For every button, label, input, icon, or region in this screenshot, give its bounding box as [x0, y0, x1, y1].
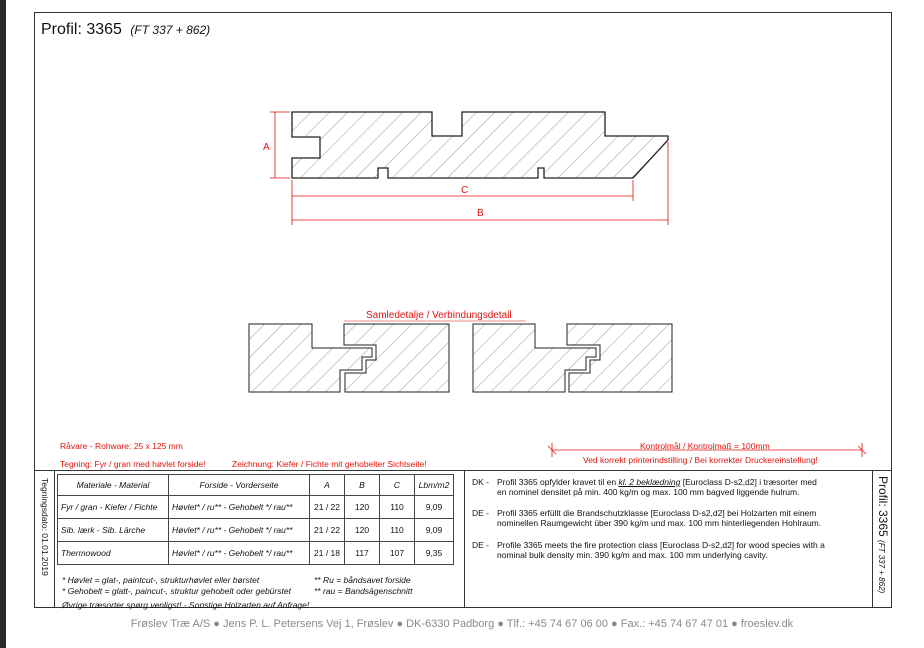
side-profile-label: Profil: 3365 (FT 337 + 862)	[876, 476, 890, 594]
dimension-a	[270, 112, 290, 178]
legend-line-1: * Høvlet = glat-, paintcut-, strukturhøvlet eller børstet	[62, 575, 260, 585]
cell: 21 / 22	[310, 496, 345, 519]
cell: 9,09	[415, 496, 454, 519]
cell: Høvlet* / ru** - Gehobelt */ rau**	[169, 542, 310, 565]
table-row	[58, 496, 454, 519]
profile-sub: (FT 337 + 862)	[130, 23, 211, 37]
legend-line-2b: ** rau = Bandsägenschnitt	[314, 586, 413, 596]
header-a: A	[310, 475, 345, 496]
profile-number: 3365	[86, 21, 122, 38]
cell: Høvlet* / ru** - Gehobelt */ rau**	[169, 496, 310, 519]
description-dk: DK - Profil 3365 opfylder kravet til en kl. 2 beklædning [Euroclass D-s2,d2] i træsorter med en nominel densitet på min. 400 kg/m og max. 100 mm bagved liggende hulrum.	[472, 477, 817, 497]
divider	[872, 470, 873, 608]
cell: 107	[380, 542, 415, 565]
dim-b-label: B	[477, 208, 484, 219]
table-row	[58, 542, 454, 565]
drawing-note-dk: Tegning: Fyr / gran med høvlet forside!	[60, 459, 206, 469]
header-lbm: Lbm/m2	[415, 475, 454, 496]
legend-line-1b: ** Ru = båndsavet forside	[314, 575, 411, 585]
cell: 110	[380, 519, 415, 542]
cell: 9,09	[415, 519, 454, 542]
header-front: Forside - Vorderseite	[169, 475, 310, 496]
table-header-row	[58, 475, 454, 496]
drawing-note-de: Zeichnung: Kiefer / Fichte mit gehobelter Sichtseite!	[232, 459, 427, 469]
raw-size-note: Råvare - Rohware: 25 x 125 mm	[60, 441, 183, 451]
desc-lang: DE -	[472, 540, 489, 550]
divider	[34, 470, 892, 471]
legend-line-2: * Gehobelt = glatt-, paincut-, struktur gehobelt oder gebürstet	[62, 586, 291, 596]
cell: 9,35	[415, 542, 454, 565]
divider	[54, 470, 55, 608]
control-measure-text: Kontrolmål / Kontrolmaß = 100mm	[640, 441, 770, 451]
header-b: B	[345, 475, 380, 496]
joint-title: Samledetalje / Verbindungsdetail	[366, 310, 512, 321]
cell: Fyr / gran - Kiefer / Fichte	[58, 496, 169, 519]
cell: 120	[345, 496, 380, 519]
header-material: Materiale - Material	[58, 475, 169, 496]
printer-note: Ved korrekt printerindstilling / Bei korrekter Druckereinstellung!	[583, 455, 818, 465]
cell: 120	[345, 519, 380, 542]
legend-line-3: Øvrige træsorter spørg venligst! - Sonstige Holzarten auf Anfrage!	[62, 600, 310, 610]
dim-c-label: C	[461, 185, 469, 196]
cell: 110	[380, 496, 415, 519]
drawing-date: Tegningsdato: 01.01.2019	[40, 478, 50, 576]
desc-lang: DE -	[472, 508, 489, 518]
description-de: DE - Profil 3365 erfüllt die Brandschutzklasse [Euroclass D-s2,d2] bei Holzarten mit einem nominellen Raumgewicht über 390 kg/m und max. 100 mm hinterliegenden Hohlraum.	[472, 508, 822, 528]
cell: 21 / 22	[310, 519, 345, 542]
profile-section	[292, 112, 668, 178]
material-table	[57, 474, 454, 565]
cell: Thermowood	[58, 542, 169, 565]
cell: Høvlet* / ru** - Gehobelt */ rau**	[169, 519, 310, 542]
header-c: C	[380, 475, 415, 496]
cell: 21 / 18	[310, 542, 345, 565]
description-en: DE - Profile 3365 meets the fire protection class [Euroclass D-s2,d2] for wood species with a nominal bulk density min. 390 kg/m and max. 100 mm underlying cavity.	[472, 540, 825, 560]
footer: Frøslev Træ A/S ● Jens P. L. Petersens Vej 1, Frøslev ● DK-6330 Padborg ● Tlf.: +45 74 67 06 00 ● Fax.: +45 74 67 47 01 ● froeslev.dk	[130, 618, 794, 630]
cell: 117	[345, 542, 380, 565]
cell: Sib. lærk - Sib. Lärche	[58, 519, 169, 542]
dim-a-label: A	[263, 142, 270, 153]
profile-label: Profil:	[41, 21, 82, 38]
table-row	[58, 519, 454, 542]
desc-lang: DK -	[472, 477, 489, 487]
divider	[464, 470, 465, 608]
